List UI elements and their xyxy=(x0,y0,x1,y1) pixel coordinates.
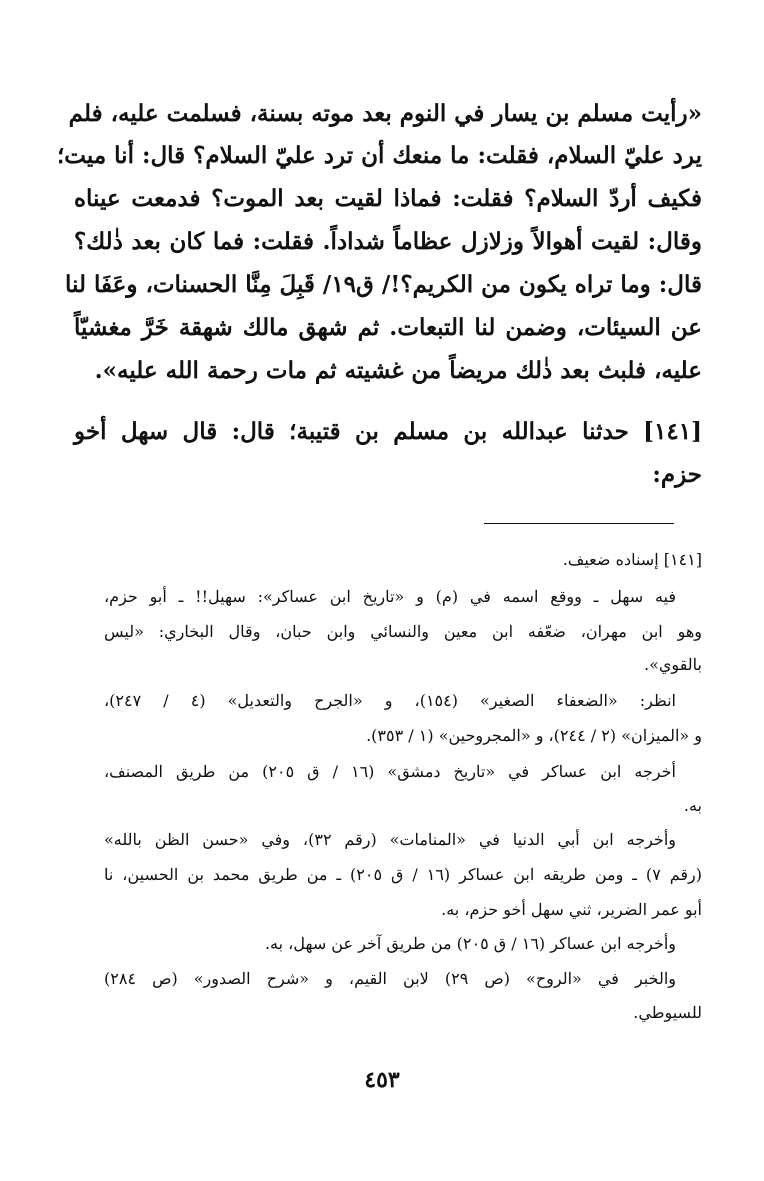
footnote-line: فيه سهل ـ ووقع اسمه في (م) و «تاريخ ابن عساكر»: سهيل!! ـ أبو حزم، xyxy=(104,587,676,606)
main-text-line: «رأيت مسلم بن يسار في النوم بعد موته بسنة، فسلمت عليه، فلم xyxy=(68,100,702,127)
main-text-line: عن السيئات، وضمن لنا التبعات. ثم شهق مالك شهقة خَرَّ مغشيّاً xyxy=(74,314,702,341)
footnote-line: و «الميزان» (٢ / ٢٤٤)، و «المجروحين» (١ / ٣٥٣). xyxy=(366,726,702,745)
footnote-line: وهو ابن مهران، ضعّفه ابن معين والنسائي وابن حبان، وقال البخاري: «ليس xyxy=(104,622,702,641)
footnote-line: أبو عمر الضرير، ثني سهل أخو حزم، به. xyxy=(441,900,702,919)
footnote-line: للسيوطي. xyxy=(633,1003,702,1022)
footnote-line: أخرجه ابن عساكر في «تاريخ دمشق» (١٦ / ق ٢٠٥) من طريق المصنف، xyxy=(104,762,677,781)
footnote-separator xyxy=(484,523,674,524)
main-text-line: وقال: لقيت أهوالاً وزلازل عظاماً شداداً. فقلت: فما كان بعد ذٰلك؟ xyxy=(74,228,702,255)
footnote-line: انظر: «الضعفاء الصغير» (١٥٤)، و «الجرح والتعديل» (٤ / ٢٤٧)، xyxy=(104,691,676,710)
footnote-line: بالقوي». xyxy=(644,655,702,674)
page-number: ٤٥٣ xyxy=(364,1067,400,1093)
footnote-line: وأخرجه ابن عساكر (١٦ / ق ٢٠٥) من طريق آخر عن سهل، به. xyxy=(264,934,676,953)
footnote-line: والخبر في «الروح» (ص ٢٩) لابن القيم، و «شرح الصدور» (ص ٢٨٤) xyxy=(104,969,676,988)
main-text-line: [١٤١] حدثنا عبدالله بن مسلم بن قتيبة؛ قال: قال سهل أخو xyxy=(74,418,702,445)
footnote-line: (رقم ٧) ـ ومن طريقه ابن عساكر (١٦ / ق ٢٠٥) ـ من طريق محمد بن الحسين، نا xyxy=(104,865,702,884)
main-text-line: عليه، فلبث بعد ذٰلك مريضاً من غشيته ثم مات رحمة الله عليه». xyxy=(94,357,702,384)
main-text-line: يرد عليّ السلام، فقلت: ما منعك أن ترد عليّ السلام؟ قال: أنا ميت؛ xyxy=(57,142,702,169)
footnote-line: به. xyxy=(683,796,702,815)
footnote-line: [١٤١] إسناده ضعيف. xyxy=(562,550,702,569)
footnote-line: وأخرجه ابن أبي الدنيا في «المنامات» (رقم ٣٢)، وفي «حسن الظن بالله» xyxy=(104,830,676,849)
main-text-line: حزم: xyxy=(652,461,702,488)
main-text-line: قال: وما تراه يكون من الكريم؟!/ ق١٩/ قَبِلَ مِنَّا الحسنات، وعَفَا لنا xyxy=(65,271,702,298)
main-text-line: فكيف أردّ السلام؟ فقلت: فماذا لقيت بعد الموت؟ فدمعت عيناه xyxy=(74,185,702,212)
